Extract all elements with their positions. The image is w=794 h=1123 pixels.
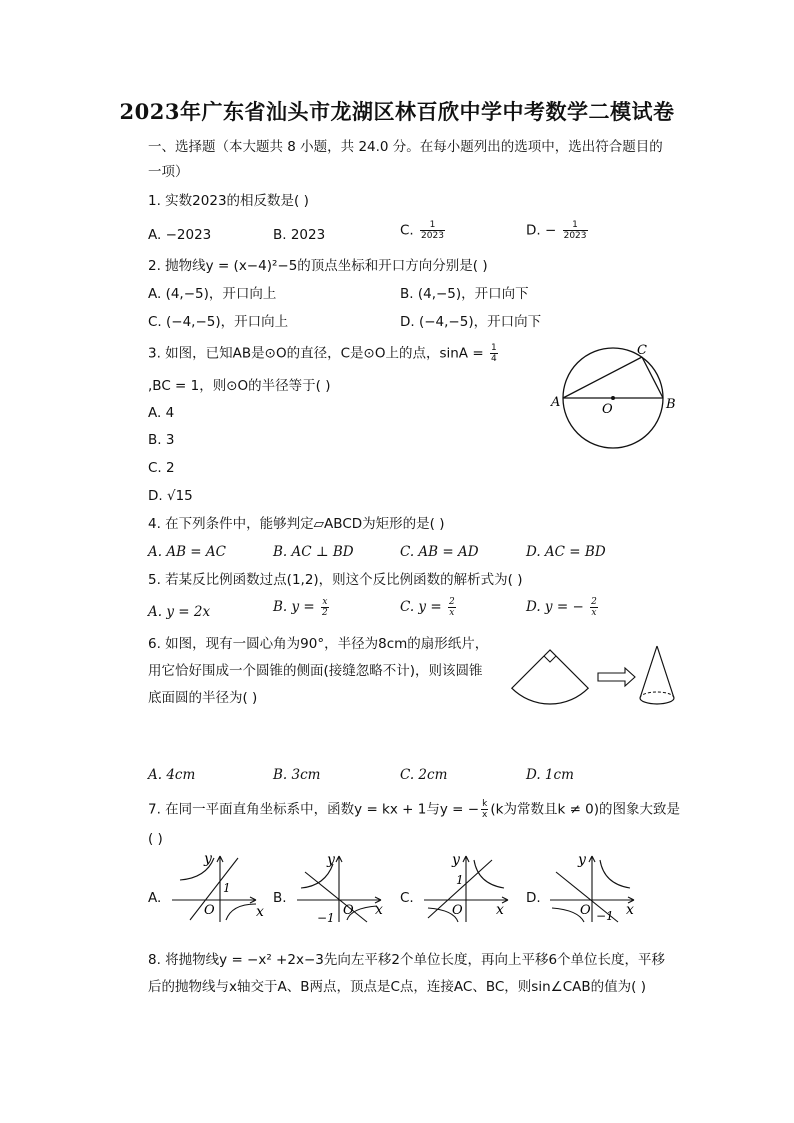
svg-text:O: O: [452, 903, 463, 918]
q7-option-b-label: B.: [273, 890, 287, 906]
question-5-stem: 5. 若某反比例函数过点(1,2)，则这个反比例函数的解析式为( ): [148, 572, 523, 588]
question-3-stem-cont: ,BC = 1，则⊙O的半径等于( ): [148, 378, 331, 394]
arrow-icon: [598, 668, 635, 686]
center-point: [611, 396, 615, 400]
q3-option-b: B. 3: [148, 432, 175, 448]
q7-graph-d: [546, 850, 644, 925]
hyperbola-branch-lower-right: [226, 904, 256, 920]
hyperbola-branch-upper-right: [474, 860, 504, 888]
svg-text:x: x: [626, 902, 634, 918]
q1-option-d: [526, 220, 590, 241]
question-6-stem-line2: 用它恰好围成一个圆锥的侧面(接缝忽略不计)，则该圆锥: [148, 663, 483, 679]
svg-text:−1: −1: [596, 909, 614, 923]
q3-circle-figure: [545, 340, 685, 455]
q1-option-a: A. −2023: [148, 227, 212, 243]
label-a: A: [551, 395, 561, 410]
svg-text:O: O: [580, 903, 591, 918]
label-b: B: [666, 397, 676, 412]
q5-option-a: A. y = 2x: [148, 604, 211, 620]
question-8-stem-line2: 后的抛物线与x轴交于A、B两点，顶点是C点，连接AC、BC，则sin∠CAB的值为( ): [148, 979, 646, 995]
section-heading-cont: 一项）: [148, 164, 189, 180]
cone-base-front: [640, 698, 674, 704]
q1-option-b: B. 2023: [273, 227, 326, 243]
q7-option-a-label: A.: [148, 890, 162, 906]
svg-text:x: x: [496, 902, 504, 918]
svg-text:1: 1: [223, 881, 231, 895]
q4-option-d: D. AC = BD: [526, 544, 606, 560]
svg-text:−1: −1: [317, 911, 335, 925]
q1-option-d-label: D. −: [526, 222, 557, 239]
q4-option-b: B. AC ⊥ BD: [273, 544, 354, 560]
right-angle-mark: [544, 656, 556, 662]
sector-shape: [512, 650, 588, 704]
q3-fraction: $\frac{1}{4}$: [490, 343, 497, 364]
svg-text:O: O: [204, 903, 215, 918]
q1-option-c-label: C.: [400, 222, 414, 239]
hyperbola-branch-upper-right: [600, 860, 630, 888]
q1-option-c: [400, 220, 447, 241]
question-7-stem: [148, 799, 680, 820]
q7-graph-c: [420, 850, 518, 925]
q2-option-d: D. (−4,−5)，开口向下: [400, 314, 542, 330]
question-1-stem: 1. 实数2023的相反数是( ): [148, 193, 309, 209]
question-8-stem: 8. 将抛物线y = −x² +2x−3先向左平移2个单位长度，再向上平移6个单位长度，平移: [148, 952, 666, 968]
svg-text:y: y: [327, 852, 335, 868]
q7-option-d-label: D.: [526, 890, 541, 906]
q7-stem-part1: 7. 在同一平面直角坐标系中，函数y = kx + 1与y = −: [148, 801, 480, 818]
q2-option-b: B. (4,−5)，开口向下: [400, 286, 529, 302]
q6-option-b: B. 3cm: [273, 767, 321, 783]
q1-fraction-d: $\frac{1}{2023}$: [563, 220, 587, 241]
q7-stem-part2: (k为常数且k ≠ 0)的图象大致是: [490, 801, 681, 818]
q5-fraction-b: $\frac{x}{2}$: [322, 597, 328, 618]
q5-option-b-label: B. y =: [273, 599, 315, 615]
q6-option-d: D. 1cm: [526, 767, 574, 783]
q4-option-c: C. AB = AD: [400, 544, 479, 560]
q1-fraction-c: $\frac{1}{2023}$: [421, 220, 444, 241]
svg-text:y: y: [578, 852, 586, 868]
q6-option-c: C. 2cm: [400, 767, 448, 783]
label-o: O: [602, 402, 613, 417]
label-c: C: [637, 343, 647, 358]
cone-base-back: [640, 692, 674, 698]
q3-option-a: A. 4: [148, 405, 175, 421]
question-7-stem-line2: ( ): [148, 831, 163, 847]
cone-left-edge: [640, 646, 657, 698]
line-graph: [305, 872, 367, 922]
q7-fraction: $\frac{k}{x}$: [482, 799, 488, 820]
q5-fraction-c: $\frac{2}{x}$: [448, 597, 455, 618]
svg-text:y: y: [452, 852, 460, 868]
q3-option-d: D. √15: [148, 488, 193, 504]
q7-option-c-label: C.: [400, 890, 414, 906]
chord-ac: [563, 357, 642, 398]
q5-fraction-d: $\frac{2}{x}$: [591, 597, 597, 618]
svg-text:1: 1: [456, 873, 464, 887]
svg-text:O: O: [343, 903, 354, 918]
q5-option-d: [526, 597, 600, 618]
q5-option-c: [400, 597, 458, 618]
q6-option-a: A. 4cm: [148, 767, 196, 783]
q3-option-c: C. 2: [148, 460, 175, 476]
svg-text:x: x: [375, 902, 383, 918]
q5-option-d-label: D. y = −: [526, 599, 584, 615]
section-heading: 一、选择题（本大题共 8 小题，共 24.0 分。在每小题列出的选项中，选出符合题目的: [148, 139, 663, 155]
page-title: 2023年广东省汕头市龙湖区林百欣中学中考数学二模试卷: [119, 99, 675, 124]
q2-option-a: A. (4,−5)，开口向上: [148, 286, 277, 302]
q7-graph-b: [293, 850, 391, 925]
question-2-stem: 2. 抛物线y = (x−4)²−5的顶点坐标和开口方向分别是( ): [148, 258, 488, 274]
question-3-stem: [148, 343, 500, 364]
svg-text:x: x: [256, 904, 264, 920]
q6-sector-cone-figure: [500, 640, 700, 720]
q7-graph-a: [168, 850, 266, 925]
question-6-stem-line3: 底面圆的半径为( ): [148, 690, 258, 706]
q2-option-c: C. (−4,−5)，开口向上: [148, 314, 289, 330]
q3-stem-text: 3. 如图，已知AB是⊙O的直径，C是⊙O上的点，sinA =: [148, 345, 484, 362]
q5-option-b: [273, 597, 331, 618]
q5-option-c-label: C. y =: [400, 599, 442, 615]
question-4-stem: 4. 在下列条件中，能够判定▱ABCD为矩形的是( ): [148, 516, 445, 532]
q4-option-a: A. AB = AC: [148, 544, 226, 560]
svg-text:y: y: [204, 851, 212, 867]
question-6-stem: 6. 如图，现有一圆心角为90°，半径为8cm的扇形纸片，: [148, 636, 489, 652]
chord-bc: [642, 357, 663, 398]
cone-right-edge: [657, 646, 674, 698]
